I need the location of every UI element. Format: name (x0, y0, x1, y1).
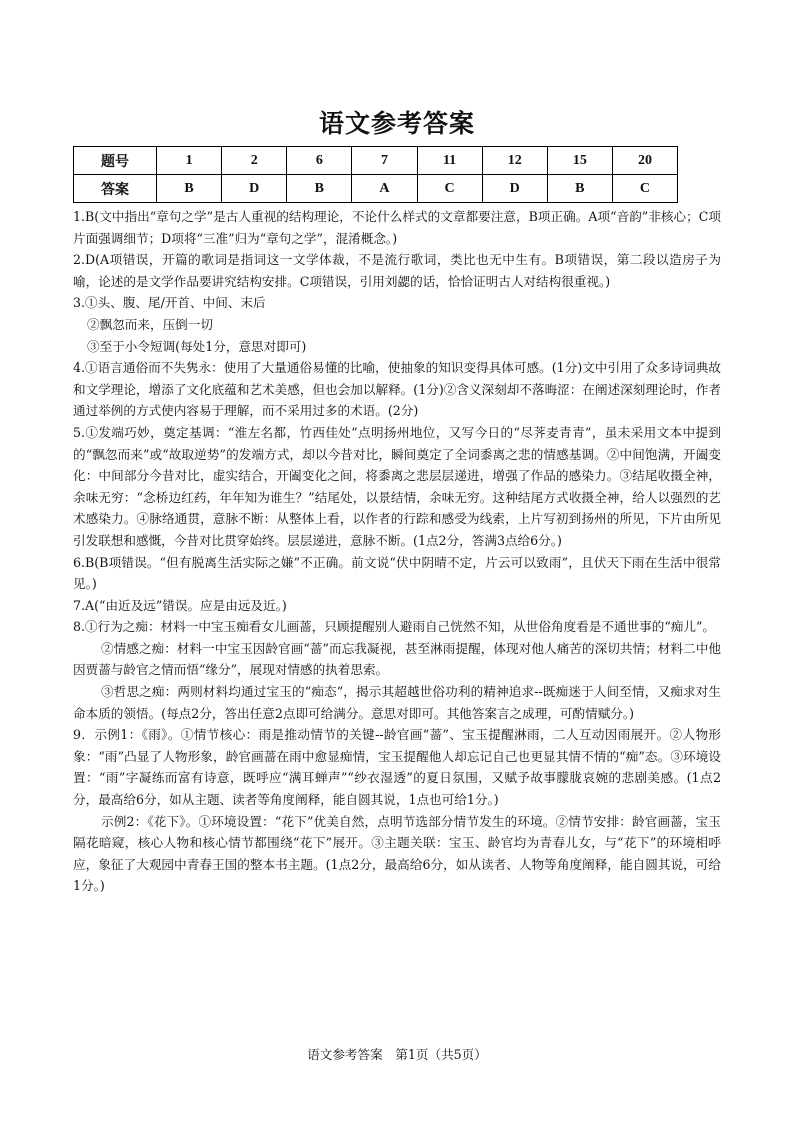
question-number-cell: 1 (157, 147, 222, 175)
explanation-q8-part3: ③哲思之痴：两则材料均通过宝玉的“痴态”，揭示其超越世俗功利的精神追求--既痴迷于人间至情，又痴求对生命本质的领悟。(每点2分，答出任意2点即可给满分。意思对即可。其他答案言之成理，可酌情赋分。) (73, 684, 721, 721)
question-number-label: 题号 (74, 147, 157, 175)
question-number-cell: 7 (352, 147, 417, 175)
answer-table (73, 146, 678, 203)
answer-row (74, 175, 678, 203)
answer-label: 答案 (74, 175, 157, 203)
question-number-cell: 11 (417, 147, 482, 175)
answer-cell: D (482, 175, 547, 203)
question-number-cell: 15 (547, 147, 612, 175)
question-number-cell: 6 (287, 147, 352, 175)
answer-cell: B (287, 175, 352, 203)
explanation-q9-example1: 9．示例1：《雨》。①情节核心：雨是推动情节的关键--龄官画“蔷”、宝玉提醒淋雨，二人互动因雨展开。②人物形象：“雨”凸显了人物形象，龄官画蔷在雨中愈显痴情，宝玉提醒他人却忘记自己也更显其情不情的“痴”态。③环境设置：“雨”字凝练而富有诗意，既呼应“满耳蝉声”“纱衣湿透”的夏日氛围，又赋予故事朦胧哀婉的悲剧美感。(1点2分，最高给6分，如从主题、读者等角度阐释，能自圆其说，1点也可给1分。) (73, 727, 721, 808)
answer-cell: B (157, 175, 222, 203)
explanation-q7: 7.A(“由近及远”错误。应是由远及近。) (73, 597, 287, 613)
explanation-q3-part1: 3.①头、腹、尾/开首、中间、末后 (73, 295, 266, 311)
answer-cell: B (547, 175, 612, 203)
explanation-q9-example2: 示例2：《花下》。①环境设置：“花下”优美自然，点明节选部分情节发生的环境。②情节安排：龄官画蔷，宝玉隔花暗窥，核心人物和核心情节都围绕“花下”展开。③主题关联：宝玉、龄官均为青春儿女，与“花下”的环境相呼应，象征了大观园中青春王国的整本书主题。(1点2分，最高给6分，如从读者、人物等角度阐释，能自圆其说，可给1分。) (73, 813, 721, 894)
page-footer: 语文参考答案 第1页（共5页） (307, 1047, 487, 1062)
explanation-q8-part2: ②情感之痴：材料一中宝玉因龄官画“蔷”而忘我凝视，甚至淋雨提醒，体现对他人痛苦的深切共情；材料二中他因贾蔷与龄官之情而悟“缘分”，展现对情感的执着思索。 (73, 640, 721, 678)
explanation-q8-part1: 8.①行为之痴：材料一中宝玉痴看女儿画蔷，只顾提醒别人避雨自己恍然不知，从世俗角度看是不通世事的“痴儿”。 (73, 619, 715, 635)
answer-cell: D (222, 175, 287, 203)
explanation-q5: 5.①发端巧妙，奠定基调：“淮左名都，竹西佳处”点明扬州地位，又写今日的“尽荠麦青青”，虽未采用文本中提到的“飘忽而来”或“故取逆势”的发端方式，却以今昔对比，瞬间奠定了全词黍离之悲的情感基调。②中间饱满，开阖变化：中间部分今昔对比，虚实结合，开阖变化之间，将黍离之悲层层递进，增强了作品的感染力。③结尾收摄全神，余味无穷：“念桥边红药，年年知为谁生？”结尾处，以景结情，余味无穷。这种结尾方式收摄全神，给人以强烈的艺术感染力。④脉络通贯，意脉不断：从整体上看，以作者的行踪和感受为线索，上片写初到扬州的所见，下片由所见引发联想和感慨，今昔对比贯穿始终。层层递进，意脉不断。(1点2分，答满3点给6分。) (73, 424, 721, 548)
explanation-q1: 1.B(文中指出“章句之学”是古人重视的结构理论，不论什么样式的文章都要注意，B项正确。A项“音韵”非核心；C项片面强调细节；D项将“三准”归为“章句之学”，混淆概念。) (73, 209, 721, 246)
explanation-q6: 6.B(B项错误。“但有脱离生活实际之嫌”不正确。前文说“伏中阴晴不定，片云可以致雨”，且伏天下雨在生活中很常见。) (73, 554, 721, 592)
explanation-q2: 2.D(A项错误，开篇的歌词是指词这一文学体裁，不是流行歌词，类比也无中生有。B项错误，第二段以造房子为喻，论述的是文学作品要讲究结构安排。C项错误，引用刘勰的话，恰恰证明古人对结构很重视。) (73, 252, 721, 289)
answer-cell: C (612, 175, 677, 203)
explanation-q3-part3: ③至于小令短调(每处1分，意思对即可) (87, 338, 307, 354)
question-number-cell: 12 (482, 147, 547, 175)
answer-cell: A (352, 175, 417, 203)
explanation-q4: 4.①语言通俗而不失隽永：使用了大量通俗易懂的比喻，使抽象的知识变得具体可感。(1分)文中引用了众多诗词典故和文学理论，增添了文化底蕴和艺术美感，但也会加以解释。(1分)②含义深刻却不落晦涩：在阐述深刻理论时，作者通过举例的方式使内容易于理解，而不采用过多的术语。(2分) (73, 360, 721, 419)
question-number-cell: 20 (612, 147, 677, 175)
answer-explanations (73, 206, 721, 897)
question-number-cell: 2 (222, 147, 287, 175)
page-title: 语文参考答案 (318, 109, 475, 138)
answer-cell: C (417, 175, 482, 203)
explanation-q3-part2: ②飘忽而来，压倒一切 (87, 316, 213, 332)
question-number-row (74, 147, 678, 175)
